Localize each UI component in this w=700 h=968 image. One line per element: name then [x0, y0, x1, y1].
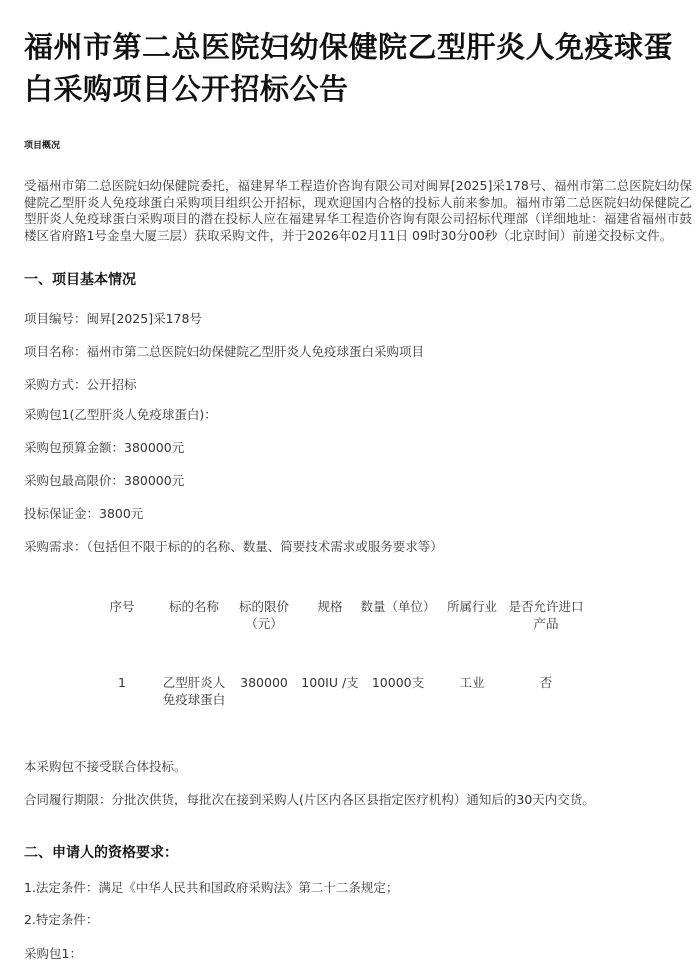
no-consortium-note: 本采购包不接受联合体投标。 [24, 759, 187, 774]
contract-period: 合同履行期限：分批次供货，每批次在接到采购人(片区内各区县指定医疗机构）通知后的30天内交货。 [24, 792, 595, 807]
header-industry: 所属行业 [446, 599, 497, 614]
header-spec: 规格 [317, 599, 343, 614]
cell-seq: 1 [118, 675, 126, 690]
header-import-allowed: 是否允许进口产品 [508, 599, 584, 631]
specific-conditions: 2.特定条件： [24, 912, 99, 927]
cell-industry: 工业 [459, 675, 485, 690]
project-name: 项目名称：福州市第二总医院妇幼保健院乙型肝炎人免疫球蛋白采购项目 [24, 344, 425, 359]
bid-deposit: 投标保证金：3800元 [24, 506, 144, 521]
cell-item-name: 乙型肝炎人免疫球蛋白 [162, 675, 226, 707]
section-basic-info-heading: 一、项目基本情况 [24, 272, 136, 288]
table-row [84, 674, 584, 708]
cell-import-allowed: 否 [539, 675, 553, 690]
table-header-row [84, 598, 584, 674]
package-title: 采购包1(乙型肝炎人免疫球蛋白)： [24, 407, 217, 422]
package-budget: 采购包预算金额：380000元 [24, 440, 185, 455]
section-qualification-heading: 二、申请人的资格要求： [24, 845, 178, 861]
cell-spec: 100IU /支 [301, 675, 359, 690]
header-item-name: 标的名称 [168, 599, 219, 614]
cell-quantity: 10000支 [371, 675, 425, 690]
legal-conditions: 1.法定条件：满足《中华人民共和国政府采购法》第二十二条规定； [24, 880, 399, 895]
package-max-price: 采购包最高限价：380000元 [24, 473, 185, 488]
intro-paragraph: 受福州市第二总医院妇幼保健院委托，福建昇华工程造价咨询有限公司对闽昇[2025]采178号、福州市第二总医院妇幼保健院乙型肝炎人免疫球蛋白采购项目组织公开招标，现欢迎国内合格的投标人前来参加。福州市第二总医院妇幼保健院乙型肝炎人免疫球蛋白采购项目的潜在投标人应在福建昇华工程造价咨询有限公司招标代理部（详细地址：福建省福州市鼓楼区省府路1号金皇大厦三层）获取采购文件，并于2026年02月11日 09时30分00秒（北京时间）前递交投标文件。 [24, 178, 692, 243]
page-title: 福州市第二总医院妇幼保健院乙型肝炎人免疫球蛋白采购项目公开招标公告 [24, 30, 674, 106]
project-number: 项目编号：闽昇[2025]采178号 [24, 311, 202, 326]
header-seq: 序号 [109, 599, 135, 614]
package-1-label: 采购包1： [24, 946, 82, 961]
items-table [84, 598, 584, 708]
header-quantity: 数量（单位） [360, 599, 436, 614]
procurement-requirement: 采购需求：（包括但不限于标的的名称、数量、简要技术需求或服务要求等） [24, 539, 443, 554]
header-price-limit: 标的限价（元） [238, 599, 289, 631]
overview-label: 项目概况 [24, 141, 61, 151]
cell-price-limit: 380000 [240, 675, 288, 690]
document [24, 0, 692, 555]
procurement-method: 采购方式：公开招标 [24, 377, 137, 392]
